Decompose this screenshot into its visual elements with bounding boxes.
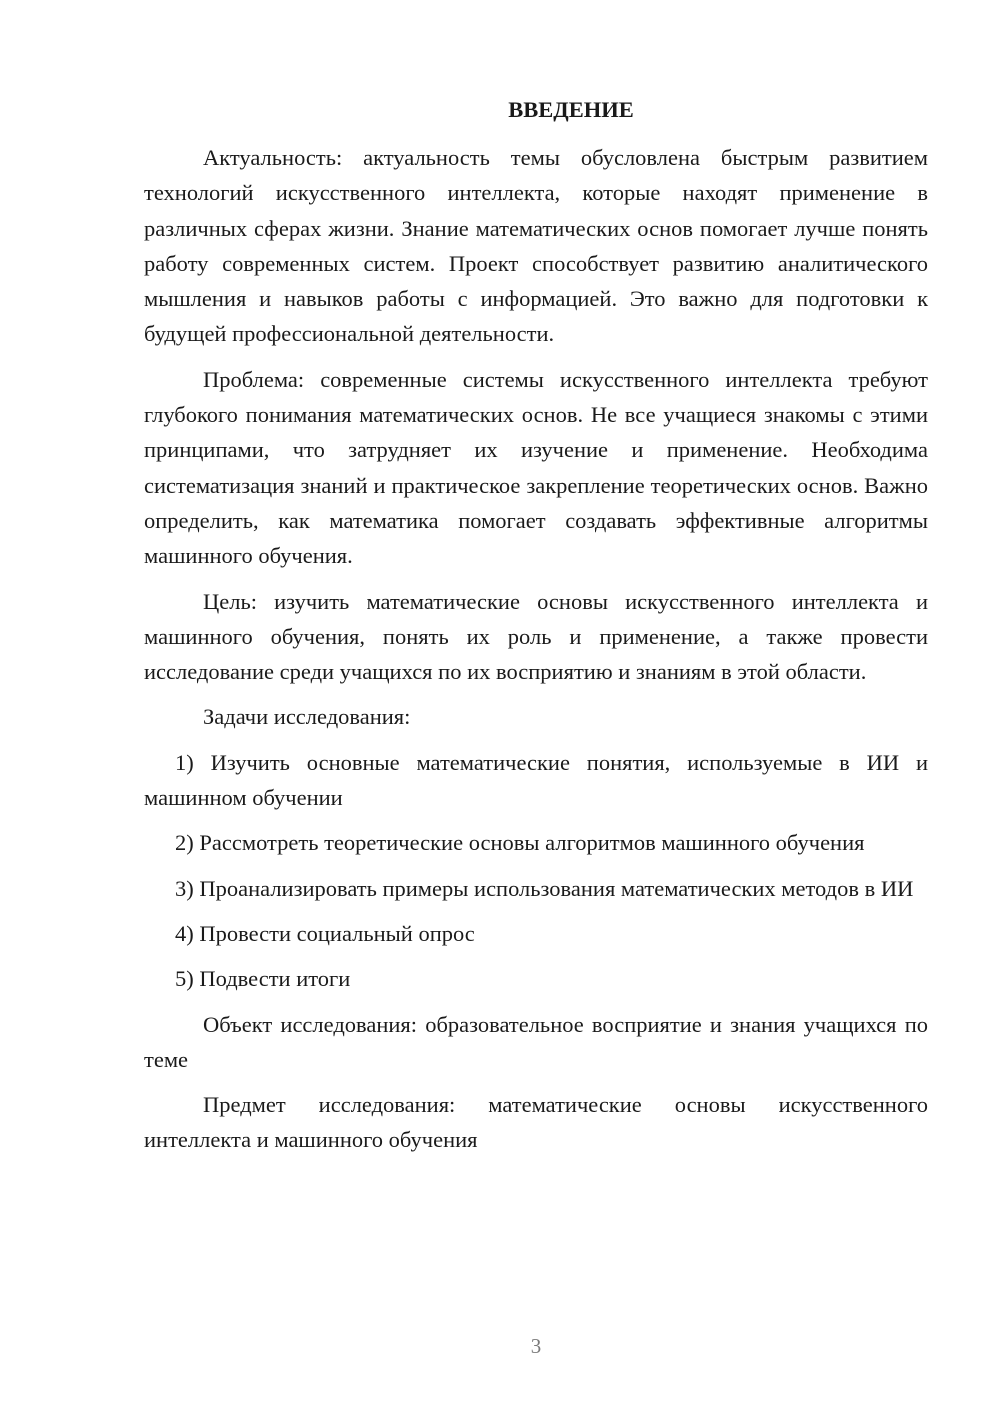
object-paragraph: Объект исследования: образовательное восприятие и знания учащихся по теме <box>144 1011 928 1072</box>
list-item: 2) Рассмотреть теоретические основы алгоритмов машинного обучения <box>175 830 865 856</box>
page-title: ВВЕДЕНИЕ <box>508 97 634 122</box>
page-number: 3 <box>530 1334 542 1358</box>
tasks-list <box>144 745 928 997</box>
relevance-paragraph: Актуальность: актуальность темы обусловлена быстрым развитием технологий искусственного интеллекта, которые находят применение в различных сферах жизни. Знание математических основ помогает лучше понять работу современных систем. Проект способствует развитию аналитического мышления и навыков работы с информацией. Это важно для подготовки к будущей профессиональной деятельности. <box>144 145 928 347</box>
list-item: 5) Подвести итоги <box>175 966 351 992</box>
tasks-heading: Задачи исследования: <box>203 704 411 730</box>
goal-paragraph: Цель: изучить математические основы искусственного интеллекта и машинного обучения, понять их роль и применение, а также провести исследование среди учащихся по их восприятию и знаниям в этой области. <box>144 588 928 685</box>
list-item: 3) Проанализировать примеры использования математических методов в ИИ <box>175 875 914 901</box>
document-page <box>144 92 928 1168</box>
list-item: 4) Провести социальный опрос <box>175 920 475 946</box>
problem-paragraph: Проблема: современные системы искусственного интеллекта требуют глубокого понимания математических основ. Не все учащиеся знакомы с этими принципами, что затрудняет их изучение и применение. Необходима систематизация знаний и практическое закрепление теоретических основ. Важно определить, как математика помогает создавать эффективные алгоритмы машинного обучения. <box>144 366 928 569</box>
list-item: 1) Изучить основные математические понятия, используемые в ИИ и машинном обучении <box>144 749 928 811</box>
subject-paragraph: Предмет исследования: математические основы искусственного интеллекта и машинного обучения <box>144 1092 928 1153</box>
